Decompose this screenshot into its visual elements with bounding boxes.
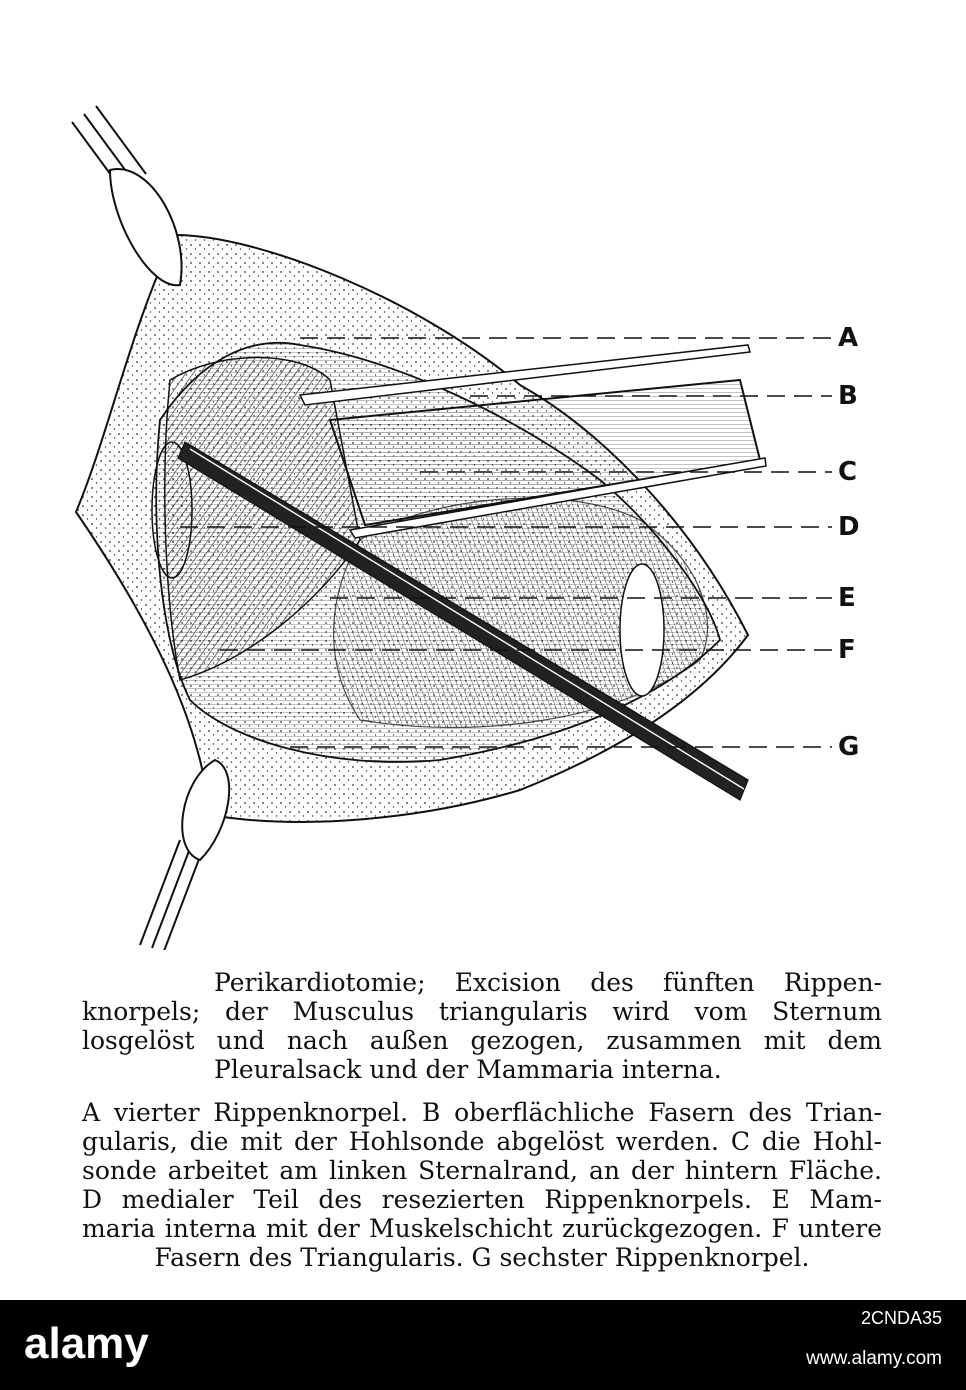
alamy-logo (24, 1318, 199, 1370)
caption-title-line: Pleuralsack und der Mammaria interna. (214, 1055, 722, 1084)
legend-line: D medialer Teil des resezierten Rippenknorpels. E Mam- (82, 1185, 882, 1214)
legend-line: sonde arbeitet am linken Sternalrand, an der hintern Fläche. (82, 1156, 882, 1185)
label-d: D (838, 512, 860, 542)
caption-title-line: knorpels; der Musculus triangularis wird vom Sternum (82, 997, 882, 1026)
label-f: F (838, 635, 856, 665)
upper-hook (72, 106, 182, 285)
right-retracted-tissue (620, 564, 664, 696)
lower-hook (140, 760, 229, 950)
stock-watermark-bar (0, 1300, 966, 1390)
legend-line: Fasern des Triangularis. G sechster Rippenknorpel. (154, 1243, 810, 1272)
label-e: E (838, 583, 856, 613)
label-a: A (838, 323, 859, 353)
caption-legend (82, 1098, 882, 1272)
caption-title-line: losgelöst und nach außen gezogen, zusammen mit dem (82, 1026, 882, 1055)
alamy-logo-text: alamy (24, 1319, 149, 1368)
label-b: B (838, 381, 858, 411)
label-c: C (838, 457, 858, 487)
stock-url: www.alamy.com (806, 1348, 942, 1369)
caption-title (82, 968, 882, 1084)
legend-line: maria interna mit der Muskelschicht zurückgezogen. F untere (82, 1214, 882, 1243)
legend-line: A vierter Rippenknorpel. B oberflächliche Fasern des Trian- (82, 1098, 882, 1127)
figure-caption (82, 968, 882, 1272)
legend-line: gularis, die mit der Hohlsonde abgelöst werden. C die Hohl- (82, 1127, 882, 1156)
label-g: G (838, 732, 860, 762)
caption-title-line: Perikardiotomie; Excision des fünften Rippen- (214, 968, 882, 997)
stock-image-id: 2CNDA35 (860, 1308, 942, 1328)
